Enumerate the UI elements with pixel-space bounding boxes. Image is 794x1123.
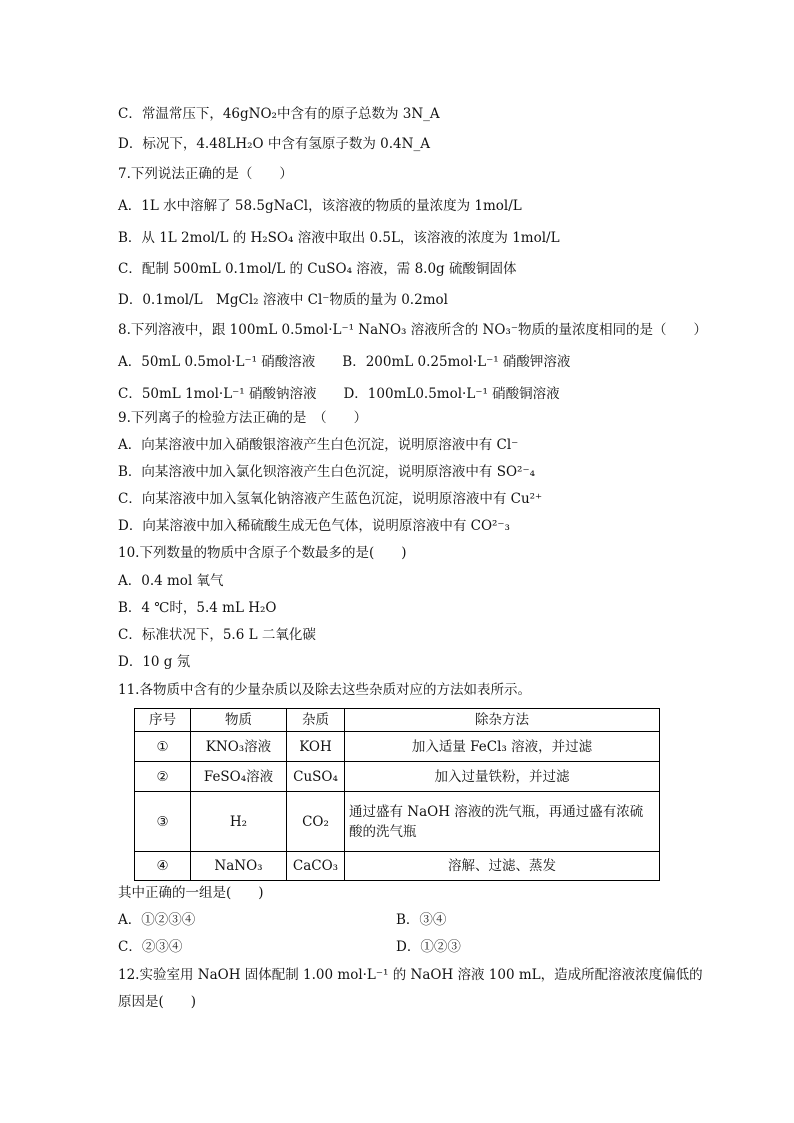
table-cell: 通过盛有 NaOH 溶液的洗气瓶，再通过盛有浓硫酸的洗气瓶 [345,792,660,852]
table-header: 物质 [191,709,287,732]
table-cell: CaCO₃ [287,852,345,881]
q11-option-b: B．③④ [396,912,447,928]
table-cell: KNO₃溶液 [191,732,287,762]
table-cell: NaNO₃ [191,852,287,881]
q11-question: 其中正确的一组是( ) [118,885,264,901]
q11-option-c: C．②③④ [118,939,183,955]
table-cell: ③ [135,792,191,852]
q7-option-a: A．1L 水中溶解了 58.5gNaCl，该溶液的物质的量浓度为 1mol/L [118,198,522,214]
q9-stem: 9.下列离子的检验方法正确的是 （ ） [118,410,368,426]
q6-option-d: D．标况下，4.48LH₂O 中含有氢原子数为 0.4N_A [118,136,430,152]
q9-option-c: C．向某溶液中加入氢氧化钠溶液产生蓝色沉淀，说明原溶液中有 Cu²⁺ [118,491,543,507]
q10-option-a: A．0.4 mol 氧气 [118,573,224,589]
table-row [135,762,660,792]
q8-options-ab: A．50mL 0.5mol·L⁻¹ 硝酸溶液 B．200mL 0.25mol·L⁻¹ 硝酸钾溶液 [118,354,571,370]
q7-stem: 7.下列说法正确的是（ ） [118,166,293,182]
q12-stem-cont: 原因是( ) [118,994,197,1010]
q9-option-a: A．向某溶液中加入硝酸银溶液产生白色沉淀，说明原溶液中有 Cl⁻ [118,437,519,453]
table-cell: ① [135,732,191,762]
table-header: 杂质 [287,709,345,732]
q7-option-b: B．从 1L 2mol/L 的 H₂SO₄ 溶液中取出 0.5L，该溶液的浓度为 1mol/L [118,230,560,246]
table-row [135,852,660,881]
impurity-table [134,708,660,881]
q10-option-c: C．标准状况下，5.6 L 二氧化碳 [118,627,316,643]
q11-option-d: D．①②③ [396,939,461,955]
table-cell: 加入过量铁粉，并过滤 [345,762,660,792]
q10-option-d: D．10 g 氖 [118,654,191,670]
table-header-row [135,709,660,732]
table-header: 除杂方法 [345,709,660,732]
q10-stem: 10.下列数量的物质中含原子个数最多的是( ) [118,545,407,561]
q6-option-c: C．常温常压下，46gNO₂中含有的原子总数为 3N_A [118,106,440,122]
table-row [135,792,660,852]
q11-option-a: A．①②③④ [118,912,196,928]
table-cell: ④ [135,852,191,881]
table-cell: CO₂ [287,792,345,852]
q10-option-b: B．4 ℃时，5.4 mL H₂O [118,600,277,616]
table-header: 序号 [135,709,191,732]
q7-option-d: D．0.1mol/L MgCl₂ 溶液中 Cl⁻物质的量为 0.2mol [118,292,448,308]
q9-option-d: D．向某溶液中加入稀硫酸生成无色气体，说明原溶液中有 CO²⁻₃ [118,518,510,534]
q12-stem: 12.实验室用 NaOH 固体配制 1.00 mol·L⁻¹ 的 NaOH 溶液 100 mL，造成所配溶液浓度偏低的 [118,967,703,983]
table-cell: 加入适量 FeCl₃ 溶液，并过滤 [345,732,660,762]
q7-option-c: C．配制 500mL 0.1mol/L 的 CuSO₄ 溶液，需 8.0g 硫酸铜固体 [118,261,517,277]
q8-options-cd: C．50mL 1mol·L⁻¹ 硝酸钠溶液 D．100mL0.5mol·L⁻¹ 硝酸铜溶液 [118,386,560,402]
table-row [135,732,660,762]
q11-stem: 11.各物质中含有的少量杂质以及除去这些杂质对应的方法如表所示。 [118,682,531,698]
table-cell: FeSO₄溶液 [191,762,287,792]
table-cell: 溶解、过滤、蒸发 [345,852,660,881]
table-cell: H₂ [191,792,287,852]
table-cell: ② [135,762,191,792]
table-cell: KOH [287,732,345,762]
q8-stem: 8.下列溶液中，跟 100mL 0.5mol·L⁻¹ NaNO₃ 溶液所含的 NO₃⁻物质的量浓度相同的是（ ） [118,322,707,338]
q9-option-b: B．向某溶液中加入氯化钡溶液产生白色沉淀，说明原溶液中有 SO²⁻₄ [118,464,535,480]
table-cell: CuSO₄ [287,762,345,792]
